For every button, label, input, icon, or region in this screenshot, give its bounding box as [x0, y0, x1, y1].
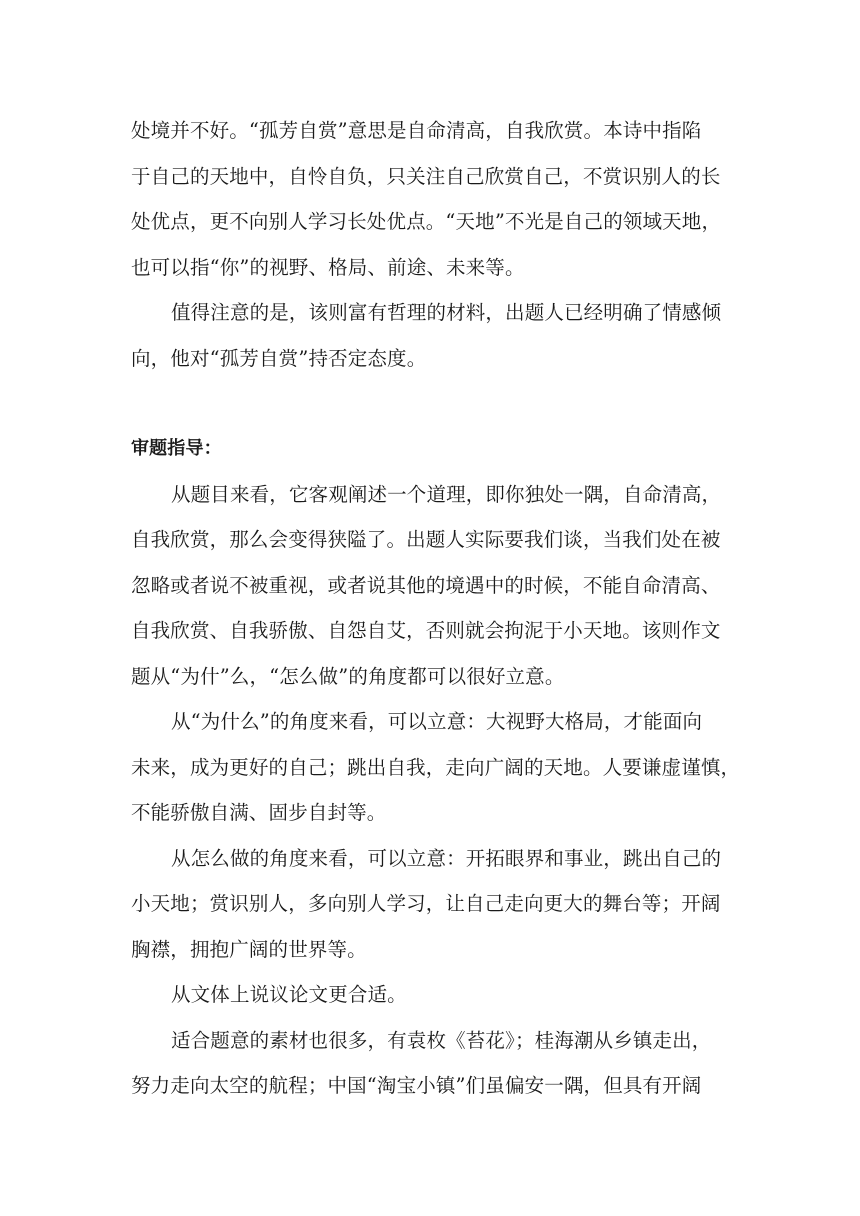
text-line: 值得注意的是，该则富有哲理的材料，出题人已经明确了情感倾: [171, 301, 722, 324]
text-line: 从怎么做的角度来看，可以立意：开拓眼界和事业，跳出自己的: [171, 846, 722, 870]
text-line: 不能骄傲自满、固步自封等。: [131, 801, 387, 824]
text-line: 从文体上说议论文更合适。: [171, 983, 407, 1006]
paragraph-why-angle: [131, 699, 741, 836]
text-line: 也可以指“你”的视野、格局、前途、未来等。: [131, 255, 525, 279]
text-line: 处境并不好。“孤芳自赏”意思是自命清高，自我欣赏。本诗中指陷: [131, 119, 702, 142]
text-line: 努力走向太空的航程；中国“淘宝小镇”们虽偏安一隅，但具有开阔: [131, 1074, 702, 1097]
document-page: [131, 108, 741, 1109]
text-line: 适合题意的素材也很多，有袁枚《苔花》；桂海潮从乡镇走出，: [171, 1028, 712, 1052]
text-line: 于自己的天地中，自怜自负，只关注自己欣赏自己，不赏识别人的长: [131, 164, 721, 188]
paragraph-materials: [131, 1018, 731, 1109]
paragraph-situation: [131, 108, 731, 290]
text-line: 自我欣赏、自我骄傲、自怨自艾，否则就会拘泥于小天地。该则作文: [131, 619, 721, 642]
text-line: 未来，成为更好的自己；跳出自我，走向广阔的天地。人要谦虚谨慎，: [131, 755, 741, 779]
blank-line: [131, 381, 731, 426]
text-line: 处优点，更不向别人学习长处优点。“天地”不光是自己的领域天地，: [131, 210, 722, 233]
paragraph-how-angle: [131, 836, 731, 973]
text-line: 题从“为什”么，“怎么做”的角度都可以很好立意。: [131, 664, 565, 688]
paragraph-genre: [131, 972, 731, 1018]
text-line: 从题目来看，它客观阐述一个道理，即你独处一隅，自命清高，: [171, 482, 722, 506]
text-line: 忽略或者说不被重视，或者说其他的境遇中的时候，不能自命清高、: [131, 573, 721, 597]
text-line: 胸襟，拥抱广阔的世界等。: [131, 937, 367, 961]
paragraph-attitude: [131, 290, 731, 381]
text-line: 向，他对“孤芳自赏”持否定态度。: [131, 346, 427, 370]
paragraph-topic-analysis: [131, 472, 731, 700]
section-heading: 审题指导：: [131, 438, 222, 459]
text-line: 从“为什么”的角度来看，可以立意：大视野大格局，才能面向: [171, 710, 703, 733]
text-line: 自我欣赏，那么会变得狭隘了。出题人实际要我们谈，当我们处在被: [131, 528, 721, 551]
text-line: 小天地；赏识别人，多向别人学习，让自己走向更大的舞台等；开阔: [131, 892, 721, 915]
